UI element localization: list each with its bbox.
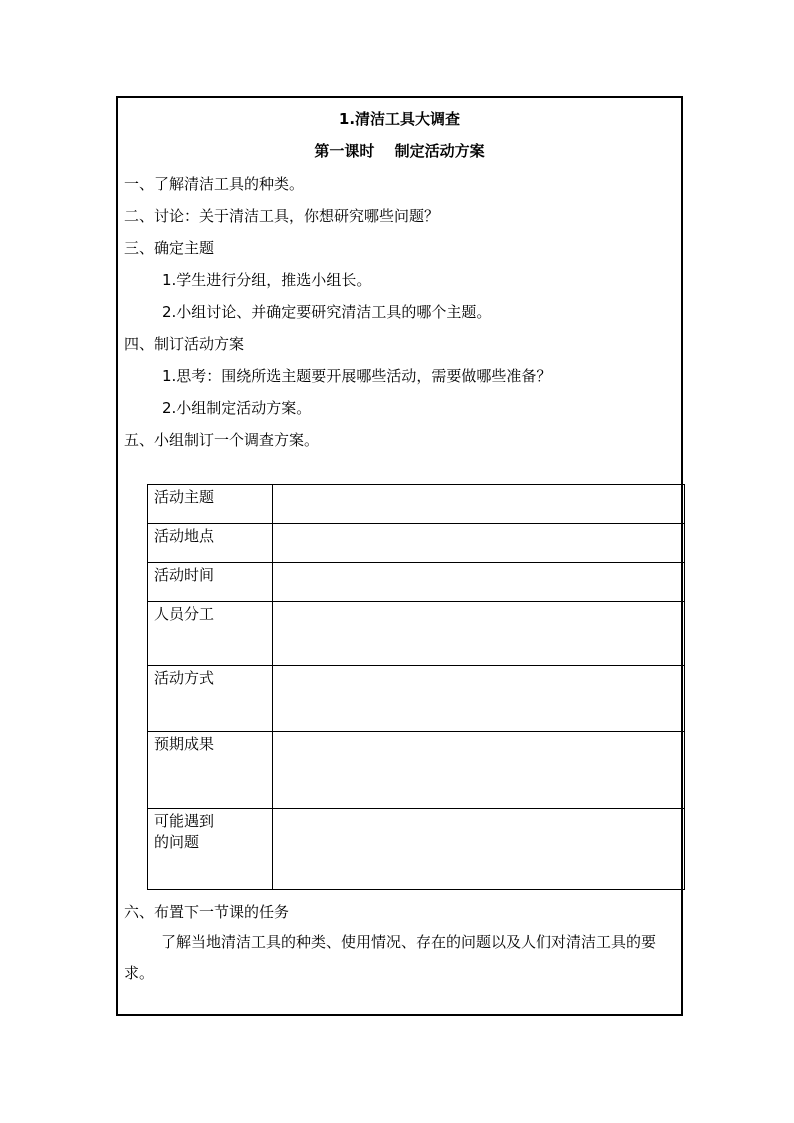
row-value-method[interactable]	[273, 666, 685, 732]
row-label-problems: 可能遇到的问题	[148, 809, 273, 890]
table-row	[148, 563, 685, 602]
row-value-location[interactable]	[273, 524, 685, 563]
row-label-time: 活动时间	[148, 563, 273, 602]
row-value-roles[interactable]	[273, 602, 685, 666]
document-title: 1.清洁工具大调查	[338, 110, 461, 128]
table-row	[148, 602, 685, 666]
row-value-outcome[interactable]	[273, 732, 685, 809]
row-label-roles: 人员分工	[148, 602, 273, 666]
lesson-plan-frame	[116, 96, 683, 1016]
section-4-item-2: 2.小组制定活动方案。	[162, 399, 312, 417]
row-label-method: 活动方式	[148, 666, 273, 732]
section-1: 一、了解清洁工具的种类。	[124, 175, 305, 193]
lesson-subtitle: 第一课时 制定活动方案	[314, 142, 485, 160]
section-6: 六、布置下一节课的任务	[124, 903, 290, 921]
table-row	[148, 732, 685, 809]
section-3-item-1: 1.学生进行分组，推选小组长。	[162, 271, 372, 289]
section-5: 五、小组制订一个调查方案。	[124, 431, 320, 449]
table-row	[148, 485, 685, 524]
section-6-text: 了解当地清洁工具的种类、使用情况、存在的问题以及人们对清洁工具的要求。	[124, 933, 657, 982]
section-4: 四、制订活动方案	[124, 335, 245, 353]
row-value-time[interactable]	[273, 563, 685, 602]
survey-plan-table	[147, 484, 685, 890]
table-row	[148, 809, 685, 890]
table-row	[148, 524, 685, 563]
section-3: 三、确定主题	[124, 239, 215, 257]
section-2: 二、讨论：关于清洁工具，你想研究哪些问题？	[124, 207, 440, 225]
row-value-topic[interactable]	[273, 485, 685, 524]
section-4-item-1: 1.思考：围绕所选主题要开展哪些活动，需要做哪些准备？	[162, 367, 552, 385]
row-value-problems[interactable]	[273, 809, 685, 890]
row-label-location: 活动地点	[148, 524, 273, 563]
table-row	[148, 666, 685, 732]
row-label-outcome: 预期成果	[148, 732, 273, 809]
section-3-item-2: 2.小组讨论、并确定要研究清洁工具的哪个主题。	[162, 303, 492, 321]
row-label-topic: 活动主题	[148, 485, 273, 524]
